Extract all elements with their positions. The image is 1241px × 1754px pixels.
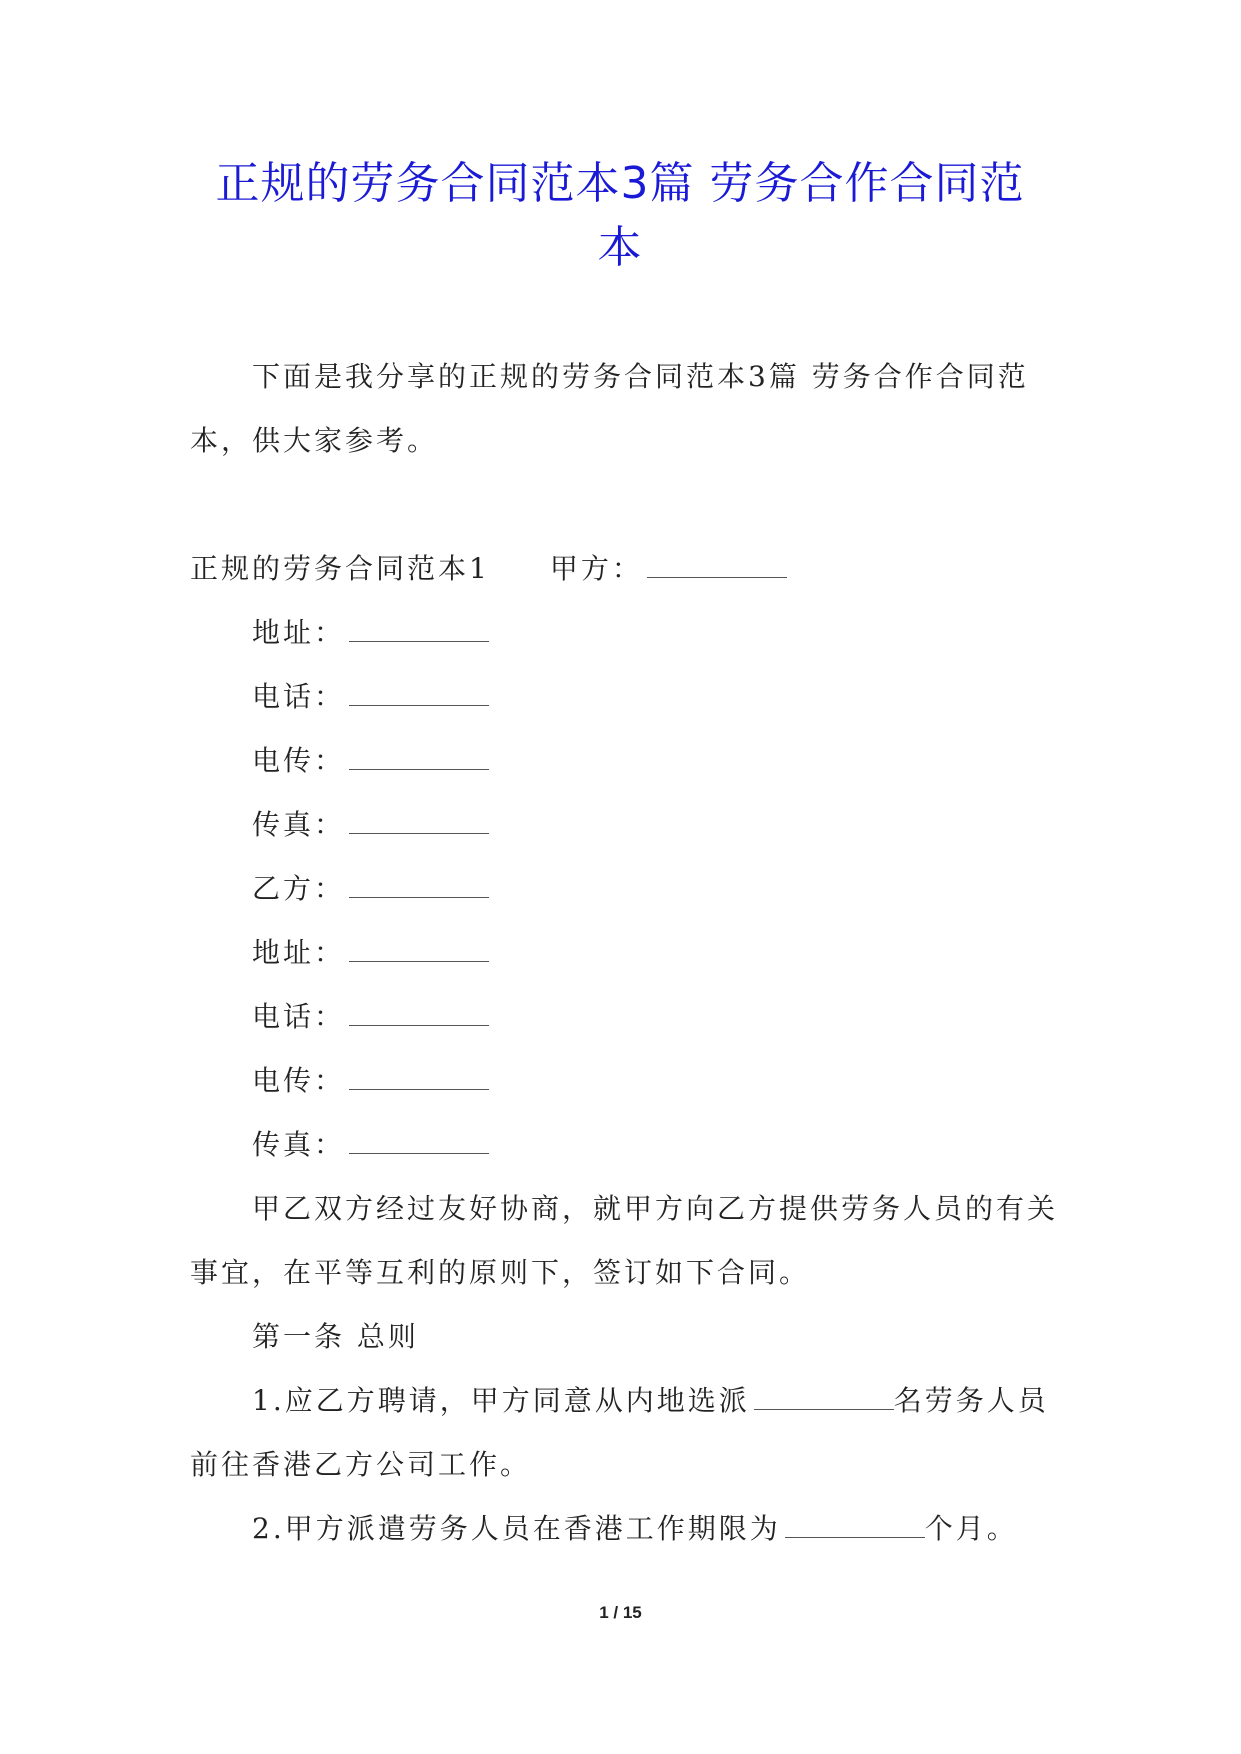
paragraph-1-line-2: 事宜，在平等互利的原则下，签订如下合同。 (190, 1256, 811, 1289)
item-1-suffix: 名劳务人员 (893, 1384, 1049, 1417)
item-2-line-1 (252, 1509, 1018, 1549)
field-row (252, 741, 489, 781)
field-row (252, 997, 489, 1037)
field-label: 乙方： (252, 872, 346, 905)
field-label: 电话： (252, 1000, 346, 1033)
field-blank (349, 1067, 489, 1090)
field-blank (349, 747, 489, 770)
item-2-prefix: 2.甲方派遣劳务人员在香港工作期限为 (252, 1512, 781, 1545)
field-blank (349, 1131, 489, 1154)
party-a-blank (647, 555, 787, 578)
field-blank (349, 811, 489, 834)
document-title-line-2: 本 (597, 222, 643, 273)
article-1-heading: 第一条 总则 (252, 1320, 419, 1353)
document-title-line-1: 正规的劳务合同范本3篇 劳务合作合同范 (215, 158, 1025, 209)
field-row (252, 933, 489, 973)
paragraph-1-line-1: 甲乙双方经过友好协商，就甲方向乙方提供劳务人员的有关 (252, 1192, 1059, 1225)
field-label: 电传： (252, 1064, 346, 1097)
intro-line-1: 下面是我分享的正规的劳务合同范本3篇 劳务合作合同范 (252, 360, 1029, 393)
field-blank (349, 1003, 489, 1026)
item-1-line-1 (252, 1381, 1049, 1421)
section-heading: 正规的劳务合同范本1 (190, 552, 490, 585)
field-label: 电话： (252, 680, 346, 713)
field-row (252, 805, 489, 845)
page-indicator: 1 / 15 (599, 1603, 642, 1622)
item-2-blank (785, 1515, 925, 1538)
item-2-suffix: 个月。 (924, 1512, 1018, 1545)
field-blank (349, 939, 489, 962)
section-heading-row (190, 549, 787, 589)
field-row (252, 613, 489, 653)
item-1-blank (754, 1387, 894, 1410)
party-a-label: 甲方： (549, 552, 643, 585)
item-1-prefix: 1.应乙方聘请，甲方同意从内地选派 (252, 1384, 750, 1417)
intro-line-2: 本，供大家参考。 (190, 424, 439, 457)
field-label: 传真： (252, 808, 346, 841)
field-label: 电传： (252, 744, 346, 777)
item-1-line-2: 前往香港乙方公司工作。 (190, 1448, 532, 1481)
field-blank (349, 619, 489, 642)
field-row (252, 1125, 489, 1165)
field-blank (349, 875, 489, 898)
field-row (252, 1061, 489, 1101)
field-row (252, 869, 489, 909)
field-blank (349, 683, 489, 706)
field-label: 地址： (252, 936, 346, 969)
field-row (252, 677, 489, 717)
field-label: 传真： (252, 1128, 346, 1161)
field-label: 地址： (252, 616, 346, 649)
